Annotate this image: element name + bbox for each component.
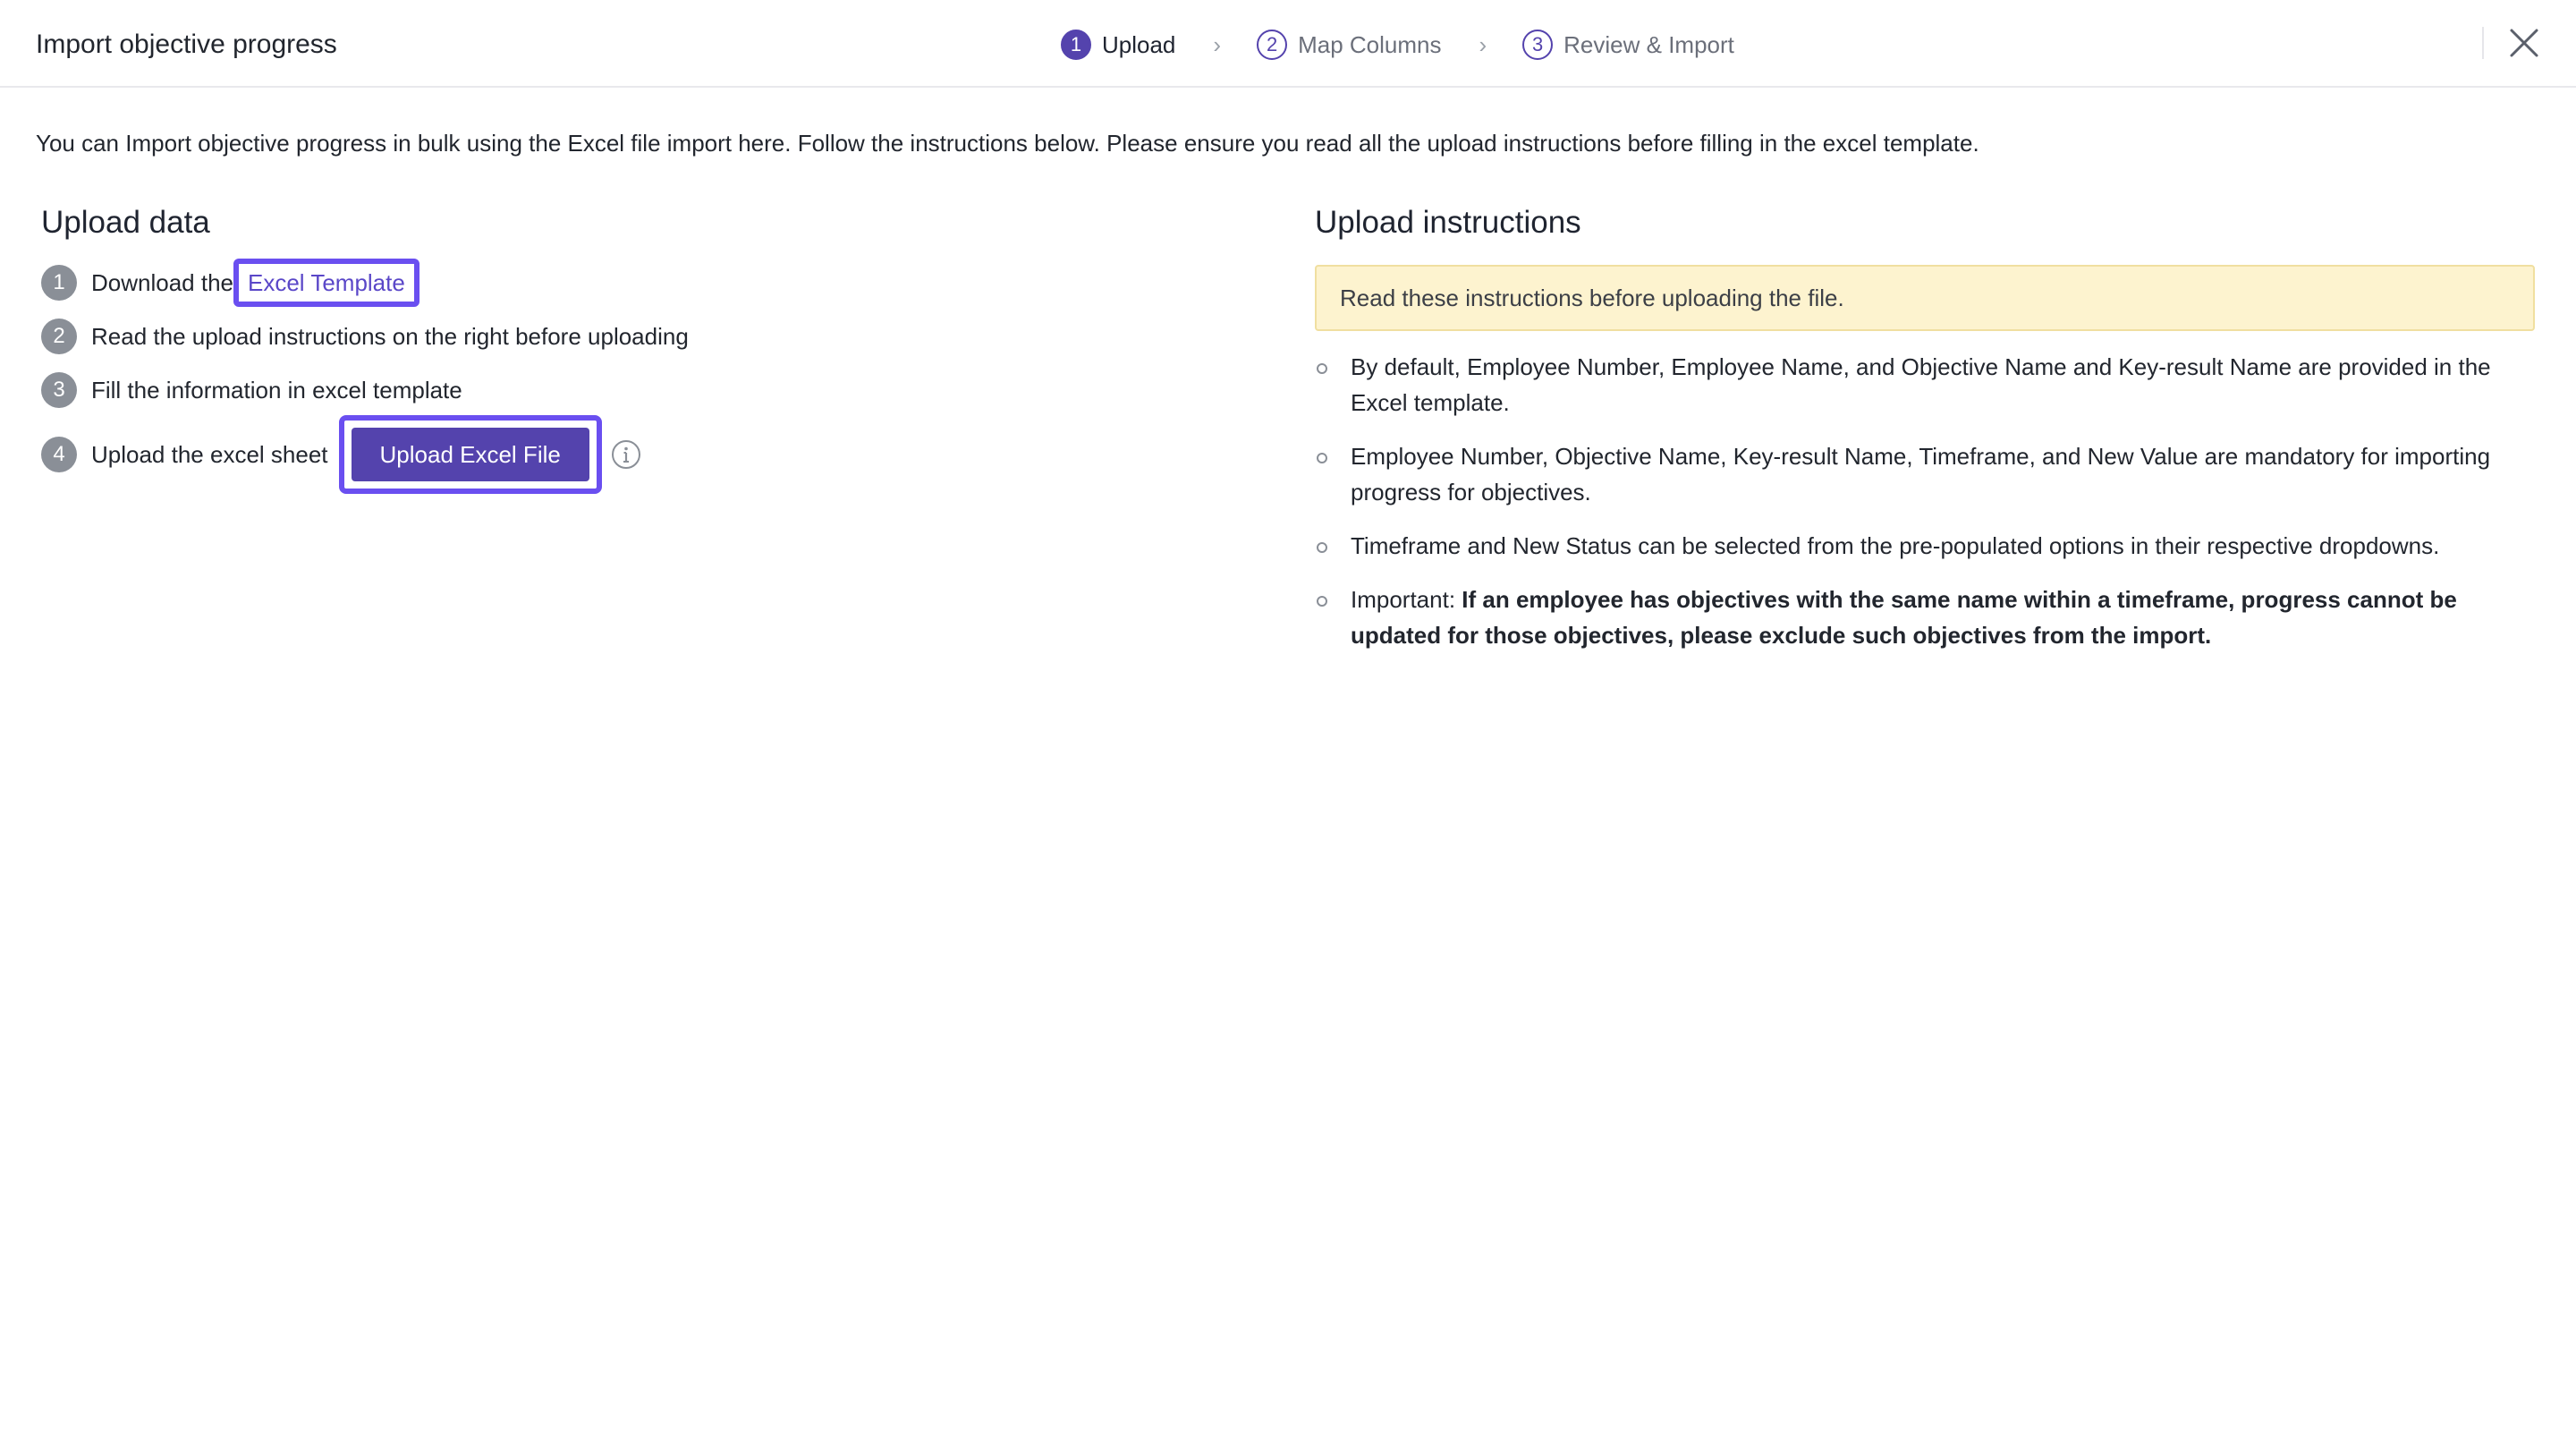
step-number-badge: 3: [41, 372, 77, 408]
instruction-text: Timeframe and New Status can be selected from the pre-populated options in their respective dropdowns.: [1351, 532, 2440, 559]
upload-excel-file-button[interactable]: Upload Excel File: [352, 428, 589, 481]
upload-step-1: [41, 265, 419, 301]
bullet-icon: [1317, 596, 1327, 607]
bullet-icon: [1317, 542, 1327, 553]
instruction-text: By default, Employee Number, Employee Name, and Objective Name and Key-result Name are provided in the Excel template.: [1351, 353, 2491, 416]
bullet-icon: [1317, 363, 1327, 374]
instructions-list: [1315, 349, 2535, 671]
step-text: Read the upload instructions on the right before uploading: [91, 322, 689, 350]
step-label: Review & Import: [1563, 31, 1734, 58]
list-item: [1315, 528, 2535, 564]
list-item: [1315, 438, 2535, 510]
instruction-text: Employee Number, Objective Name, Key-result Name, Timeframe, and New Value are mandatory for importing progress for objectives.: [1351, 443, 2491, 506]
header-divider: [2482, 27, 2484, 59]
step-review-import[interactable]: [1522, 27, 1734, 63]
step-number: 1: [1061, 30, 1091, 60]
excel-template-link[interactable]: Excel Template: [233, 259, 419, 307]
intro-text: You can Import objective progress in bulk using the Excel file import here. Follow the instructions below. Please ensure you read all the upload instructions before filling in the excel template.: [36, 130, 1979, 157]
step-number-badge: 1: [41, 265, 77, 301]
step-number: 2: [1257, 30, 1287, 60]
important-instruction-text: If an employee has objectives with the same name within a timeframe, progress cannot be updated for those objectives, please exclude such objectives from the import.: [1351, 586, 2457, 649]
modal-title: Import objective progress: [36, 30, 337, 59]
close-icon: [2508, 27, 2540, 59]
stepper: [1061, 27, 1734, 63]
upload-data-title: Upload data: [41, 205, 210, 240]
step-upload[interactable]: [1061, 27, 1175, 63]
upload-button-highlight: [339, 415, 602, 494]
chevron-right-icon: ›: [1213, 31, 1222, 58]
chevron-right-icon: ›: [1479, 31, 1487, 58]
step-label: Map Columns: [1298, 31, 1442, 58]
info-icon[interactable]: [611, 439, 641, 470]
upload-instructions-title: Upload instructions: [1315, 205, 1581, 240]
bullet-icon: [1317, 453, 1327, 463]
instructions-notice: Read these instructions before uploading the file.: [1315, 265, 2535, 331]
step-number: 3: [1522, 30, 1553, 60]
list-item: [1315, 582, 2535, 653]
close-button[interactable]: [2508, 27, 2540, 59]
upload-step-4: [41, 437, 641, 472]
list-item: [1315, 349, 2535, 421]
upload-step-2: [41, 319, 689, 354]
upload-step-3: [41, 372, 462, 408]
step-label: Upload: [1102, 31, 1176, 58]
step-text: Fill the information in excel template: [91, 376, 462, 404]
step-number-badge: 2: [41, 319, 77, 354]
instruction-prefix: Important:: [1351, 586, 1462, 613]
step-map-columns[interactable]: [1257, 27, 1441, 63]
modal-header: [0, 0, 2576, 88]
step-text: Upload the excel sheet: [91, 440, 328, 468]
step-text: Download the: [91, 268, 233, 296]
step-number-badge: 4: [41, 437, 77, 472]
